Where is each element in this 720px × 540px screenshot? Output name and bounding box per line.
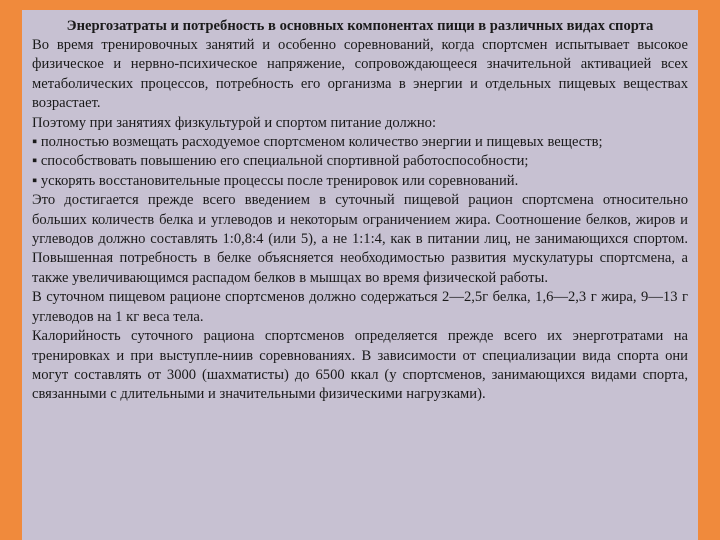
bullet-item-performance: ▪ способствовать повышению его специальной спортивной работоспособности;	[32, 153, 529, 170]
bullet-item-recovery: ▪ ускорять восстановительные процессы после тренировок или соревнований.	[32, 172, 519, 189]
paragraph-lead-in: Поэтому при занятиях физкультурой и спортом питание должно:	[32, 114, 437, 131]
paragraph-calories: Калорийность суточного рациона спортсменов определяется прежде всего их энерготратами на тренировках и при выступле-ниив соревнованиях. В зависимости от специализации вида спорта они могут составлять от 3000 (шахматисты) до 6500 ккал (у спортсменов, занимающихся видами спорта, связанными с длительными и значительными физическими нагрузками).	[32, 328, 688, 403]
slide-title: Энергозатраты и потребность в основных компонентах пищи в различных видах спорта	[66, 18, 654, 34]
paragraph-intro: Во время тренировочных занятий и особенно соревнований, когда спортсмен испытывает высокое физическое и нервно-психическое напряжение, сопровождающееся значительной активацией всех метаболических процессов, потребность его организма в энергии и отдельных пищевых веществах возрастает.	[32, 37, 688, 112]
bullet-item-energy: ▪ полностью возмещать расходуемое спортсменом количество энергии и пищевых веществ;	[32, 134, 603, 151]
paragraph-daily-norms: В суточном пищевом рационе спортсменов должно содержаться 2—2,5г белка, 1,6—2,3 г жира, 9—13 г углеводов на 1 кг веса тела.	[32, 289, 688, 325]
paragraph-ratio: Это достигается прежде всего введением в суточный пищевой рацион спортсмена относительно больших количеств белка и углеводов и некоторым ограничением жира. Соотношение белков, жиров и углеводов должно составлять 1:0,8:4 (или 5), а не 1:1:4, как в питании лиц, не занимающихся спортом. Повышенная потребность в белке объясняется необходимостью развития мускулатуры спортсмена, а также увеличивающимся распадом белков в мышцах во время физической работы.	[32, 192, 688, 286]
slide-body	[32, 36, 688, 405]
slide-panel	[22, 10, 698, 540]
